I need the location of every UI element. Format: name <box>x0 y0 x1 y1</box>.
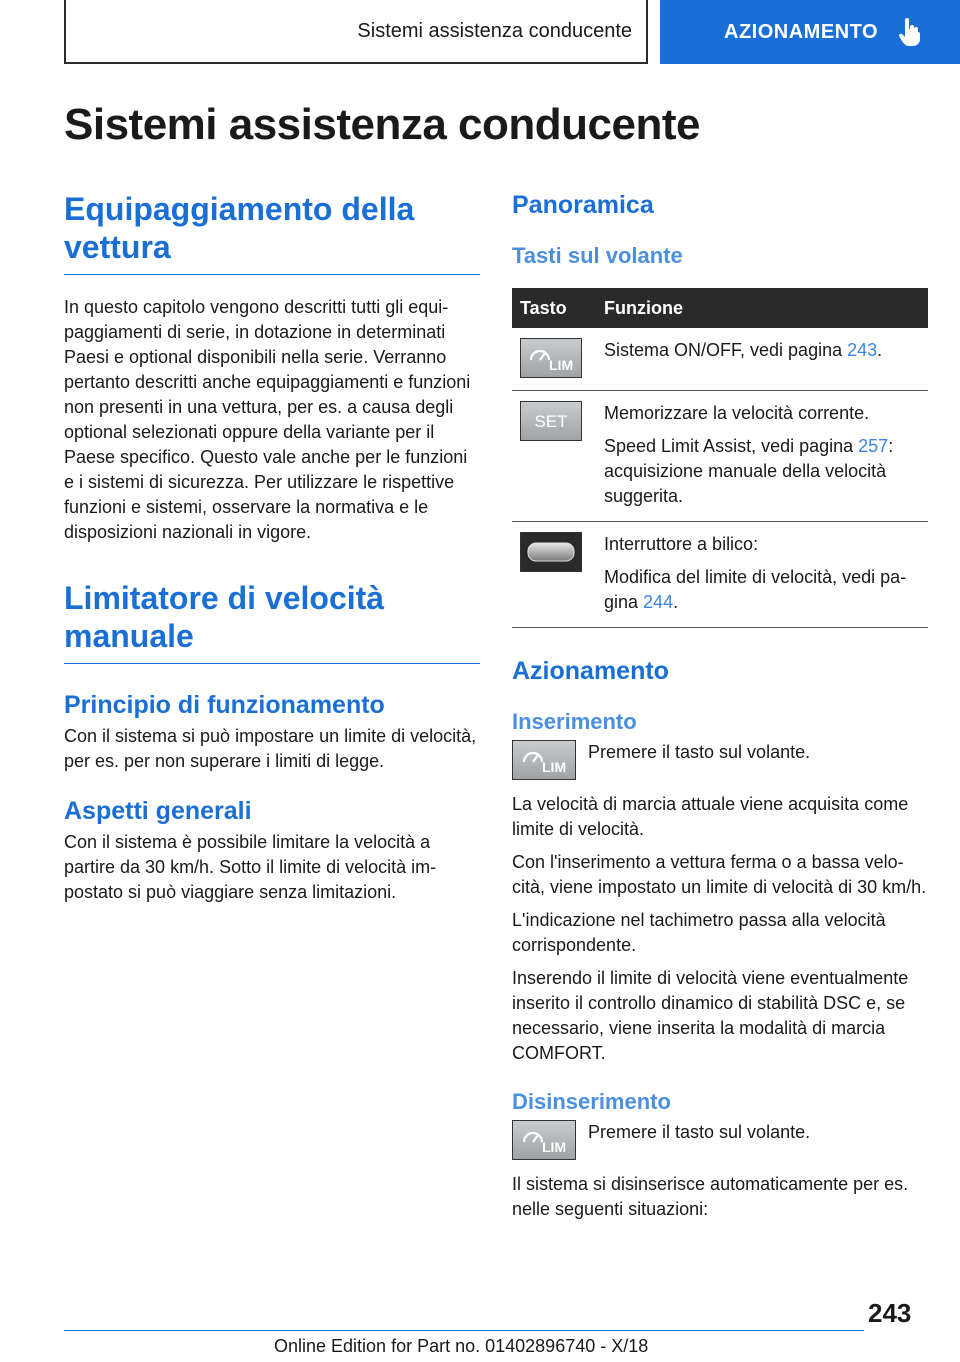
rocker-switch-icon <box>520 532 582 572</box>
header-chapter-tab <box>660 0 960 64</box>
table-row <box>512 391 928 522</box>
on-paragraph-2: Con l'inserimento a vettura ferma o a bassa velocità, viene impostato un limite di velocità di 30 km/h. <box>512 852 927 897</box>
overview-heading: Panoramica <box>512 191 654 219</box>
edition-text: Online Edition for Part no. 01402896740 - X/18 <box>274 1336 649 1356</box>
svg-text:LIM: LIM <box>542 759 567 775</box>
general-heading: Aspetti generali <box>64 797 252 825</box>
header-section-label: Sistemi assistenza conducente <box>357 19 632 42</box>
row3-text2: Modifica del limite di velocità, vedi pagina <box>604 567 907 612</box>
table-header-row <box>512 288 928 328</box>
header-section-tab <box>64 0 648 64</box>
table-row <box>512 522 928 628</box>
right-column <box>512 190 928 1222</box>
row3-after: . <box>673 592 679 612</box>
limiter-heading: Limitatore di velocità manuale <box>64 579 480 664</box>
row1-text: Sistema ON/OFF, vedi pagina <box>604 340 848 360</box>
off-press-text: Premere il tasto sul volante. <box>588 1122 811 1142</box>
lim-button-icon <box>512 1120 576 1160</box>
on-heading: Inserimento <box>512 709 637 734</box>
left-column <box>64 190 480 905</box>
page-link-244[interactable]: 244 <box>643 592 674 612</box>
table-row <box>512 328 928 391</box>
header-chapter-label: AZIONAMENTO <box>724 20 879 43</box>
on-paragraph-1: La velocità di marcia attuale viene acquisita come limite di velocità. <box>512 794 909 839</box>
on-press-text: Premere il tasto sul volante. <box>588 742 811 762</box>
buttons-heading: Tasti sul volante <box>512 243 683 268</box>
buttons-table <box>512 288 928 628</box>
principle-heading: Principio di funzionamento <box>64 691 385 719</box>
principle-text: Con il sistema si può impostare un limite di velocità, per es. per non superare i limiti di legge. <box>64 726 477 771</box>
set-button-label: SET <box>534 411 568 431</box>
svg-text:LIM: LIM <box>549 357 574 373</box>
set-button-icon <box>520 401 582 441</box>
equipment-heading: Equipaggiamento della vettura <box>64 190 480 275</box>
off-paragraph-1: Il sistema si disinserisce automaticamente per es. nelle seguenti situazioni: <box>512 1174 909 1219</box>
page-link-257[interactable]: 257 <box>858 436 889 456</box>
lim-button-icon <box>512 740 576 780</box>
equipment-text: In questo capitolo vengono descritti tutti gli equipaggiamenti di serie, in dotazione in determinati Paesi e optional disponibili nella serie. Verranno pertanto descritti anche equipaggiamenti e funzioni non presenti in una vettura, per es. a causa degli optional selezionati oppure della variante per il Paese specifico. Questo vale anche per le funzioni e i sistemi di sicurezza. Per utilizzare le rispettive funzioni e sistemi, osservare la normativa e le disposizioni nazionali in vigore. <box>64 297 471 542</box>
footer-divider <box>64 1330 864 1331</box>
row3-text: Interruttore a bilico: <box>604 534 759 554</box>
on-paragraph-4: Inserendo il limite di velocità viene eventualmente inserito il controllo dinamico di stabilità DSC e, se necessario, viene inserita la modalità di marcia COMFORT. <box>512 968 909 1063</box>
row2-text2: Speed Limit Assist, vedi pagina <box>604 436 859 456</box>
pointing-hand-icon <box>898 18 922 46</box>
on-paragraph-3: L'indicazione nel tachimetro passa alla velocità corrispondente. <box>512 910 886 955</box>
table-header-key: Tasto <box>512 288 596 328</box>
page-link-243[interactable]: 243 <box>847 340 878 360</box>
general-text: Con il sistema è possibile limitare la velocità a partire da 30 km/h. Sotto il limite di velocità impostato si può viaggiare senza limitazioni. <box>64 832 437 902</box>
row1-after: . <box>877 340 883 360</box>
off-heading: Disinserimento <box>512 1089 671 1114</box>
lim-button-icon <box>520 338 582 378</box>
row2-text: Memorizzare la velocità corrente. <box>604 403 870 423</box>
svg-text:LIM: LIM <box>542 1139 567 1155</box>
operation-heading: Azionamento <box>512 657 669 685</box>
page-title: Sistemi assistenza conducente <box>64 100 700 149</box>
row2-after: : acquisizione manuale della velocità suggerita. <box>604 436 894 506</box>
page-number: 243 <box>868 1298 912 1328</box>
table-header-function: Funzione <box>596 288 928 328</box>
